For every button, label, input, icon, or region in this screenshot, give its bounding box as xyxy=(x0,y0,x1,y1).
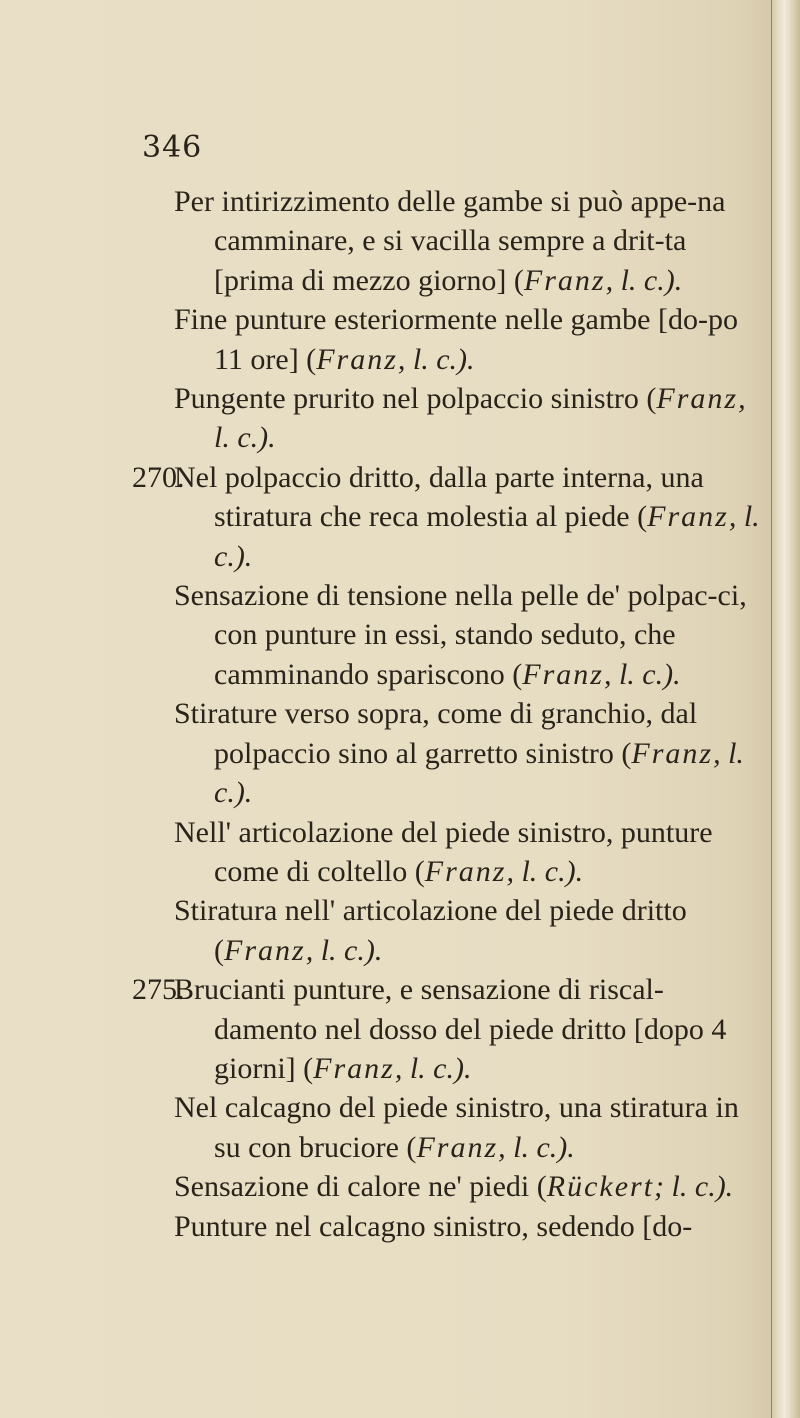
entry-tail: , l. c.). xyxy=(605,263,683,297)
entry-source: Franz xyxy=(647,500,729,534)
entry-text: Fine punture esteriormente nelle gambe [do-po 11 ore] ( xyxy=(174,303,738,376)
entry-text: Sensazione di tensione nella pelle de' polpac-ci, con punture in essi, stando seduto, che camminando spariscono ( xyxy=(174,579,747,691)
entry-text: Stiratura nell' articolazione del piede dritto ( xyxy=(174,894,687,967)
entry-tail: , l. c.). xyxy=(214,500,760,573)
entry xyxy=(150,1088,760,1167)
entry-tail: , l. c.). xyxy=(506,854,584,888)
entry-source: Franz xyxy=(522,657,604,691)
entry-source: Franz xyxy=(424,854,507,888)
page-number: 346 xyxy=(142,130,203,165)
entry-source: Franz xyxy=(313,1051,395,1085)
entry-tail: , l. c.). xyxy=(394,1051,472,1085)
entry-tail: , l. c.). xyxy=(305,933,383,967)
body-text xyxy=(132,182,760,1246)
entry-tail: , l. c.). xyxy=(603,657,681,691)
page-edge xyxy=(771,0,800,1418)
entry-number: 270. xyxy=(132,460,185,494)
entry xyxy=(150,576,760,694)
entry-source: Rückert xyxy=(546,1170,655,1204)
entry-text: Nell' articolazione del piede sinistro, punture come di coltello ( xyxy=(174,815,713,888)
entry xyxy=(150,813,760,892)
entry-text: Nel polpaccio dritto, dalla parte interna, una stiratura che reca molestia al piede ( xyxy=(174,460,704,534)
entry xyxy=(132,970,760,1088)
entry xyxy=(150,379,760,458)
entry-text: Pungente prurito nel polpaccio sinistro ( xyxy=(174,382,657,416)
entry xyxy=(150,891,760,970)
entry xyxy=(150,1167,760,1206)
entry-text: Nel calcagno del piede sinistro, una stiratura in su con bruciore ( xyxy=(174,1091,739,1164)
entry-tail: , l. c.). xyxy=(214,736,744,810)
entry-text: Per intirizzimento delle gambe si può appe-na camminare, e si vacilla sempre a drit-ta [prima di mezzo giorno] ( xyxy=(174,185,726,297)
entry-source: Franz xyxy=(224,933,306,967)
entry xyxy=(150,300,760,379)
entry-text: Punture nel calcagno sinistro, sedendo [do- xyxy=(174,1209,693,1243)
entry-tail: , l. c.). xyxy=(214,382,746,455)
entry xyxy=(132,458,760,576)
entry xyxy=(150,1207,760,1246)
entry-tail: ; l. c.). xyxy=(654,1170,734,1204)
entry xyxy=(150,694,760,812)
entry-source: Franz xyxy=(316,342,398,376)
entry-source: Franz xyxy=(631,736,714,770)
entry-tail: , l. c.). xyxy=(397,342,475,376)
entry-text: Sensazione di calore ne' piedi ( xyxy=(174,1170,547,1204)
entry-text: Brucianti punture, e sensazione di riscal-damento nel dosso del piede dritto [dopo 4 giorni] ( xyxy=(174,973,727,1085)
entry-tail: , l. c.). xyxy=(498,1130,575,1164)
entry-source: Franz xyxy=(656,382,739,416)
entry-number: 275. xyxy=(132,973,185,1007)
entry-source: Franz xyxy=(416,1130,499,1164)
entry-text: Stirature verso sopra, come di granchio, dal polpaccio sino al garretto sinistro ( xyxy=(174,697,698,770)
entry-source: Franz xyxy=(523,263,606,297)
entry xyxy=(150,182,760,300)
